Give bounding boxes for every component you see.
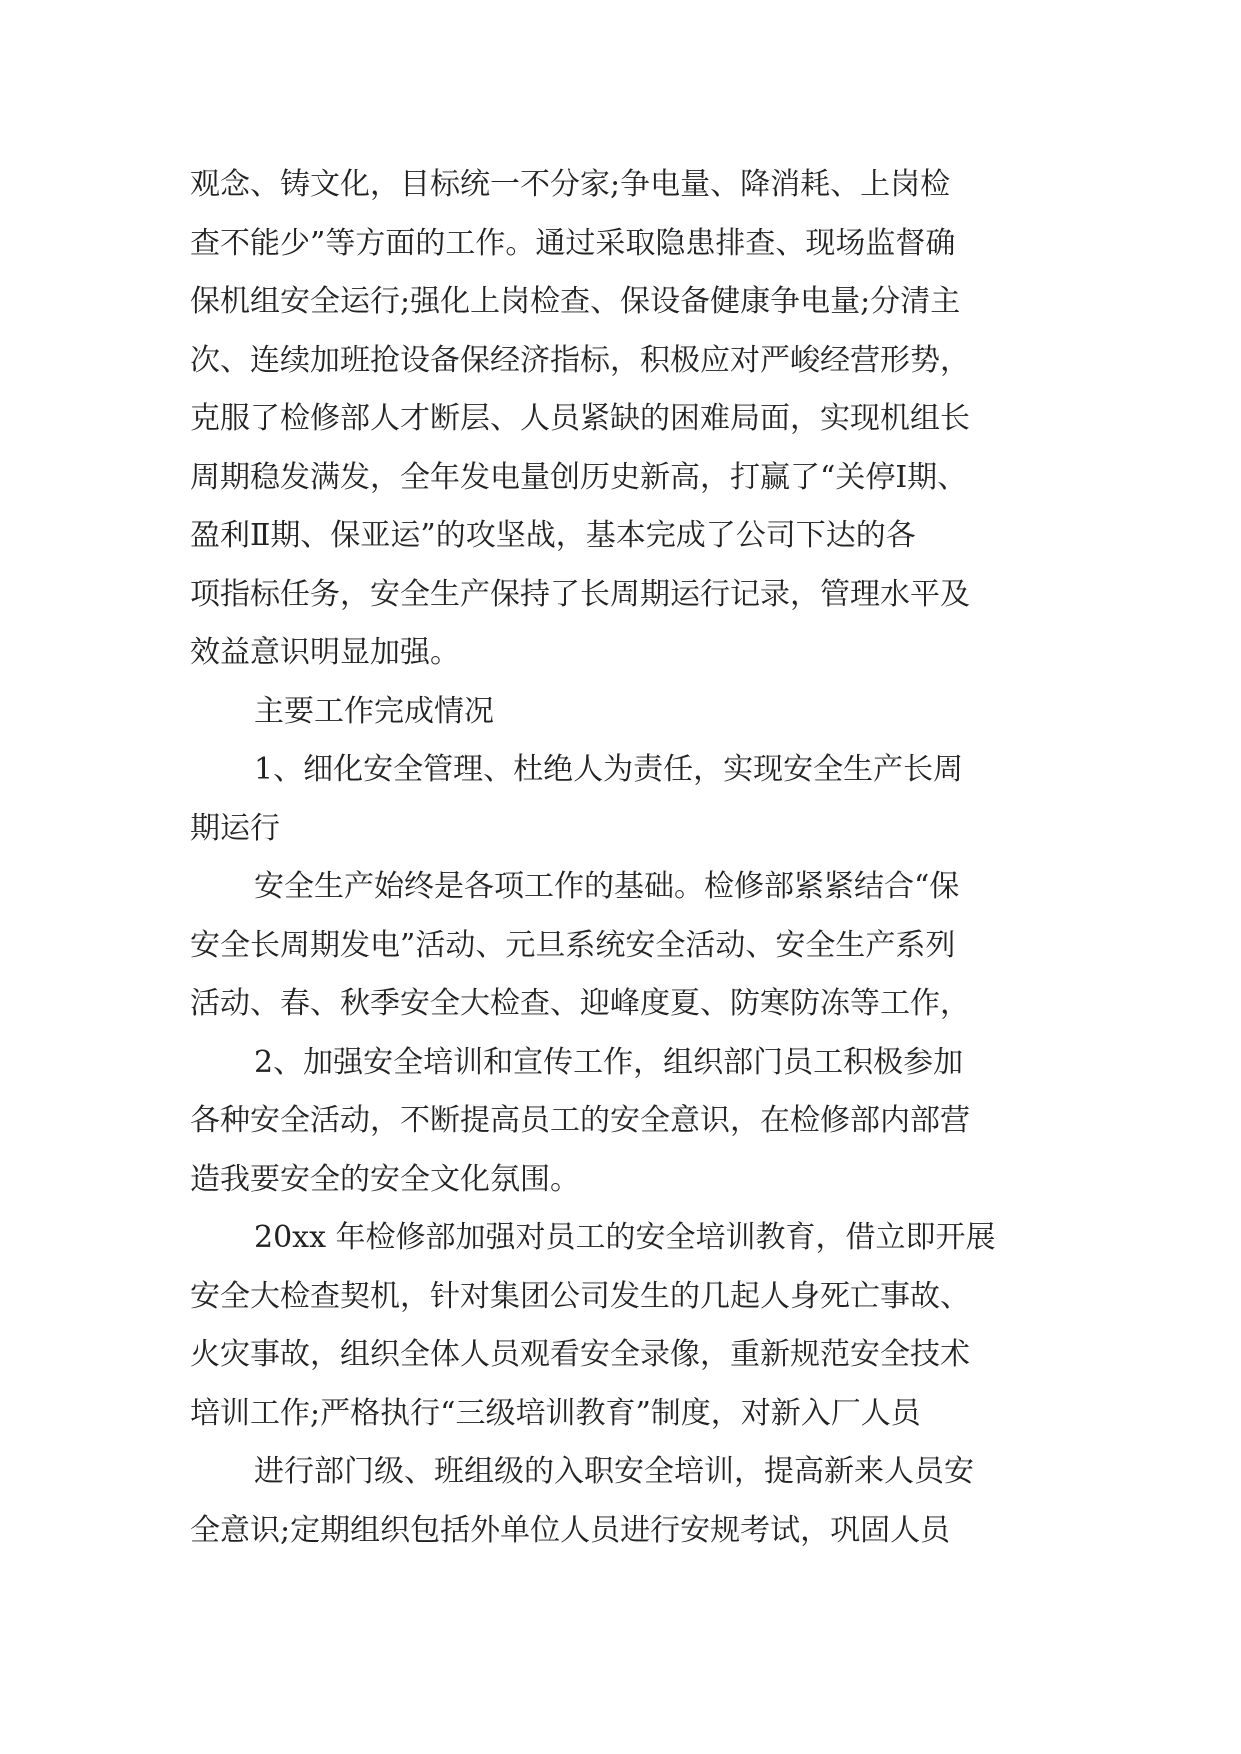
paragraph-line: 活动、春、秋季安全大检查、迎峰度夏、防寒防冻等工作， xyxy=(190,986,970,1021)
paragraph-line: 安全长周期发电”活动、元旦系统安全活动、安全生产系列 xyxy=(190,927,956,963)
paragraph-line: 周期稳发满发，全年发电量创历史新高，打赢了“关停Ⅰ期、 xyxy=(190,459,968,495)
section-heading: 主要工作完成情况 xyxy=(254,693,494,729)
numbered-item-heading: 1、细化安全管理、杜绝人为责任，实现安全生产长周 xyxy=(254,752,964,787)
paragraph-line: 进行部门级、班组级的入职安全培训，提高新来人员安 xyxy=(254,1454,974,1489)
document-body xyxy=(190,156,1050,1560)
numbered-item-heading: 2、加强安全培训和宣传工作，组织部门员工积极参加 xyxy=(254,1044,964,1080)
paragraph-line: 造我要安全的安全文化氛围。 xyxy=(190,1161,580,1197)
paragraph-line: 保机组安全运行;强化上岗检查、保设备健康争电量;分清主 xyxy=(190,284,961,319)
paragraph-line: 20xx 年检修部加强对员工的安全培训教育，借立即开展 xyxy=(254,1220,996,1255)
paragraph-line: 项指标任务，安全生产保持了长周期运行记录，管理水平及 xyxy=(190,576,970,612)
paragraph-line: 观念、铸文化，目标统一不分家;争电量、降消耗、上岗检 xyxy=(190,167,951,202)
paragraph-line: 查不能少”等方面的工作。通过采取隐患排查、现场监督确 xyxy=(190,225,956,261)
paragraph-line: 安全大检查契机，针对集团公司发生的几起人身死亡事故、 xyxy=(190,1278,970,1314)
paragraph-line: 火灾事故，组织全体人员观看安全录像，重新规范安全技术 xyxy=(190,1337,970,1372)
paragraph-line: 期运行 xyxy=(190,810,280,846)
paragraph-line: 效益意识明显加强。 xyxy=(190,635,460,670)
paragraph-line: 各种安全活动，不断提高员工的安全意识，在检修部内部营 xyxy=(190,1103,970,1138)
paragraph-line: 培训工作;严格执行“三级培训教育”制度，对新入厂人员 xyxy=(190,1395,921,1431)
paragraph-line: 克服了检修部人才断层、人员紧缺的困难局面，实现机组长 xyxy=(190,401,970,436)
paragraph-line: 安全生产始终是各项工作的基础。检修部紧紧结合“保 xyxy=(254,869,960,904)
paragraph-line: 次、连续加班抢设备保经济指标，积极应对严峻经营形势， xyxy=(190,342,970,378)
paragraph-line: 全意识;定期组织包括外单位人员进行安规考试，巩固人员 xyxy=(190,1512,951,1548)
paragraph-line: 盈利Ⅱ期、保亚运”的攻坚战，基本完成了公司下达的各 xyxy=(190,518,916,553)
